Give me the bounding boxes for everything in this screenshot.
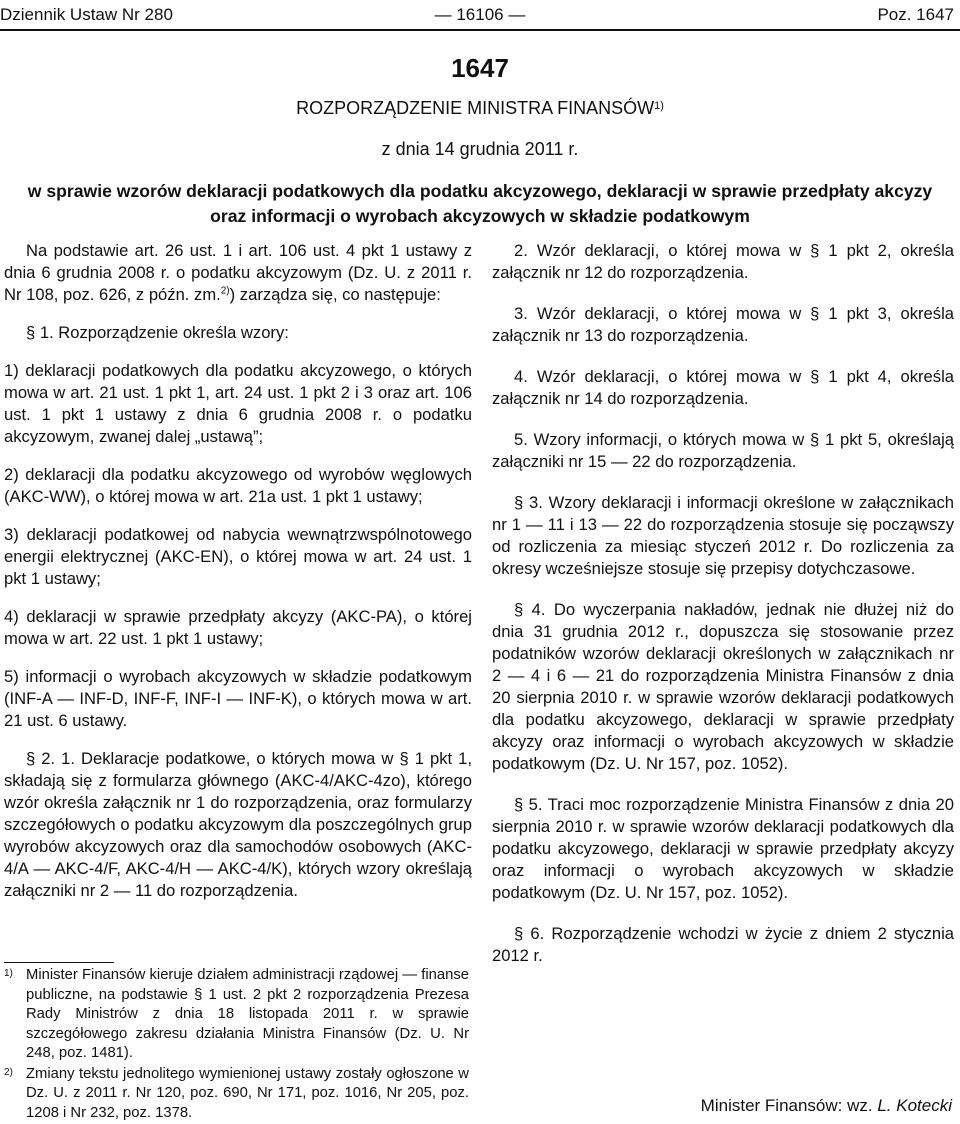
act-number: 1647 (451, 53, 509, 83)
footnote (4, 966, 469, 1064)
preamble-text: Na podstawie art. 26 ust. 1 i art. 106 ust. 4 pkt 1 ustawy z dnia 6 grudnia 2008 r. o podatku akcyzowym (Dz. U. z 2011 r. Nr 108, poz. 626, z późn. zm. (4, 241, 472, 304)
footnote-text: Zmiany tekstu jednolitego wymienionej ustawy zostały ogłoszone w Dz. U. z 2011 r. Nr 120, poz. 690, Nr 171, poz. 1016, Nr 205, poz. 1208 i Nr 232, poz. 1378. (26, 1065, 469, 1121)
preamble-text-end: ) zarządza się, co następuje: (229, 285, 441, 304)
list-item: 3) deklaracji podatkowej od nabycia wewnątrzwspólnotowego energii elektrycznej (AKC-EN), o której mowa w art. 24 ust. 1 pkt 1 ustawy; (4, 525, 472, 588)
act-date: z dnia 14 grudnia 2011 r. (381, 139, 579, 159)
section-1-intro: § 1. Rozporządzenie określa wzory: (26, 323, 289, 342)
footnote-ref-2[interactable]: 2) (220, 285, 230, 297)
signatory-name: L. Kotecki (877, 1096, 952, 1115)
act-title-text: ROZPORZĄDZENIE MINISTRA FINANSÓW (296, 98, 655, 118)
position-number: Poz. 1647 (877, 5, 954, 24)
footnote-text: Minister Finansów kieruje działem administracji rządowej — finanse publiczne, na podstawie § 1 ust. 2 pkt 2 rozporządzenia Prezesa Rady Ministrów z dnia 18 listopada 2011 r. w sprawie szczegółowego zakresu działania Ministra Finansów (Dz. U. Nr 248, poz. 1481). (26, 967, 469, 1061)
section-2-para-1: § 2. 1. Deklaracje podatkowe, o których mowa w § 1 pkt 1, składają się z formularza głównego (AKC-4/AKC-4zo), którego wzór określa załącznik nr 1 do rozporządzenia, oraz formularzy szczegółowych o podatku akcyzowym dla poszczególnych grup wyrobów akcyzowych oraz dla samochodów osobowych (AKC-4/A — AKC-4/F, AKC-4/H — AKC-4/K), których wzory określają załączniki nr 2 — 11 do rozporządzenia. (4, 749, 472, 900)
header-rule (0, 29, 960, 31)
act-subject (0, 179, 960, 229)
section-6: § 6. Rozporządzenie wchodzi w życie z dniem 2 stycznia 2012 r. (492, 924, 954, 965)
journal-name: Dziennik Ustaw Nr 280 (0, 5, 173, 24)
footnotes (4, 966, 469, 1124)
signature (701, 1096, 952, 1116)
preamble (4, 240, 472, 306)
act-title (0, 95, 960, 121)
footnote-mark: 1) (4, 968, 13, 979)
left-column (4, 240, 472, 918)
section-4: § 4. Do wyczerpania nakładów, jednak nie dłużej niż do dnia 31 grudnia 2012 r., dopuszcza się stosowanie przez podatników wzorów deklaracji określonych w załącznikach nr 2 — 4 i 6 — 21 do rozporządzenia Ministra Finansów z dnia 20 sierpnia 2010 r. w sprawie wzorów deklaracji podatkowych dla podatku akcyzowego, deklaracji w sprawie przedpłaty akcyzy oraz informacji o wyrobach akcyzowych w składzie podatkowym (Dz. U. Nr 157, poz. 1052). (492, 600, 954, 773)
right-column (492, 240, 954, 986)
section-5: § 5. Traci moc rozporządzenie Ministra Finansów z dnia 20 sierpnia 2010 r. w sprawie wzorów deklaracji podatkowych dla podatku akcyzowego, deklaracji w sprawie przedpłaty akcyzy oraz informacji o wyrobach akcyzowych w składzie podatkowym (Dz. U. Nr 157, poz. 1052). (492, 795, 954, 902)
footnote-ref-1[interactable]: 1) (654, 100, 664, 112)
footnote-mark: 2) (4, 1066, 13, 1078)
signature-prefix: Minister Finansów: wz. (700, 1096, 873, 1115)
footnote-rule (4, 962, 114, 963)
act-subject-line: w sprawie wzorów deklaracji podatkowych dla podatku akcyzowego, deklaracji w sprawie przedpłaty akcyzy (27, 181, 933, 201)
footnote (4, 1065, 469, 1124)
list-item: 2) deklaracji dla podatku akcyzowego od wyrobów węglowych (AKC-WW), o której mowa w art. 21a ust. 1 pkt 1 ustawy; (4, 465, 472, 506)
list-item: 1) deklaracji podatkowych dla podatku akcyzowego, o których mowa w art. 21 ust. 1 pkt 1, art. 24 ust. 1 pkt 2 i 3 oraz art. 106 ust. 1 pkt 1 ustawy z dnia 6 grudnia 2008 r. o podatku akcyzowym, zwanej dalej „ustawą”; (4, 361, 472, 446)
act-subject-line: oraz informacji o wyrobach akcyzowych w składzie podatkowym (210, 206, 750, 226)
list-item: 4) deklaracji w sprawie przedpłaty akcyzy (AKC-PA), o której mowa w art. 22 ust. 1 pkt 1 ustawy; (4, 607, 472, 648)
section-2-para-4: 4. Wzór deklaracji, o której mowa w § 1 pkt 4, określa załącznik nr 14 do rozporządzenia. (492, 367, 954, 408)
section-2-para-3: 3. Wzór deklaracji, o której mowa w § 1 pkt 3, określa załącznik nr 13 do rozporządzenia. (492, 304, 954, 345)
section-2-para-2: 2. Wzór deklaracji, o której mowa w § 1 pkt 2, określa załącznik nr 12 do rozporządzenia. (492, 241, 954, 282)
section-3: § 3. Wzory deklaracji i informacji określone w załącznikach nr 1 — 11 i 13 — 22 do rozporządzenia stosuje się począwszy od rozliczenia za miesiąc styczeń 2012 r. Do rozliczenia za okresy wcześniejsze stosuje się przepisy dotychczasowe. (492, 493, 954, 578)
section-2-para-5: 5. Wzory informacji, o których mowa w § 1 pkt 5, określają załączniki nr 15 — 22 do rozporządzenia. (492, 430, 954, 471)
page-number: — 16106 — (434, 5, 526, 24)
list-item: 5) informacji o wyrobach akcyzowych w składzie podatkowym (INF-A — INF-D, INF-F, INF-I — INF-K), o których mowa w art. 21 ust. 6 ustawy. (4, 667, 472, 730)
